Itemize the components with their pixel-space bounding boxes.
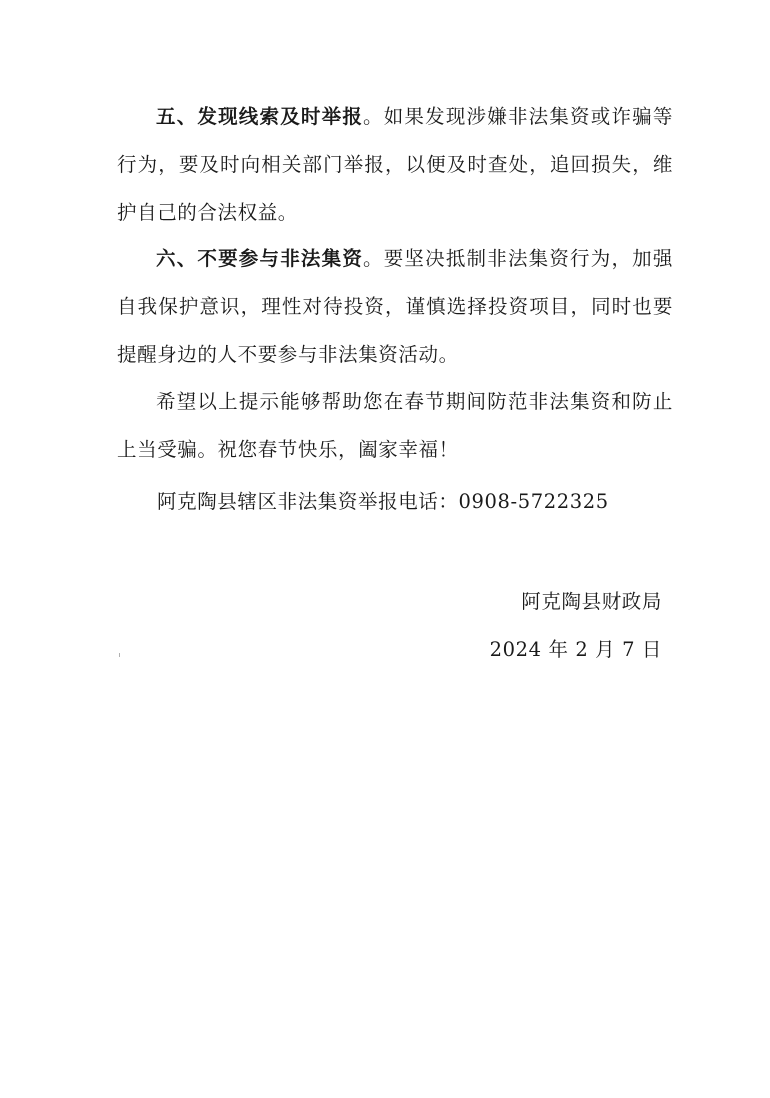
- closing-paragraph: 希望以上提示能够帮助您在春节期间防范非法集资和防止上当受骗。祝您春节快乐，阖家幸福！: [117, 390, 673, 461]
- paragraph-body-6: 。要坚决抵制非法集资行为，加强自我保护意识，理性对待投资，谨慎选择投资项目，同时也要提醒身边的人不要参与非法集资活动。: [117, 247, 673, 366]
- issuing-organization: 阿克陶县财政局: [521, 590, 662, 613]
- paragraph-heading-6: 六、不要参与非法集资: [156, 247, 364, 270]
- paragraph-report-clues: [117, 93, 673, 237]
- paragraph-body-5: 。如果发现涉嫌非法集资或诈骗等行为，要及时向相关部门举报，以便及时查处，追回损失，维护自己的合法权益。: [117, 105, 673, 224]
- signature-block: [490, 578, 662, 674]
- report-hotline: 阿克陶县辖区非法集资举报电话：0908-5722325: [157, 490, 609, 513]
- paragraph-avoid-illegal-fundraising: [117, 235, 673, 379]
- issue-date: 2024 年 2 月 7 日: [489, 638, 662, 661]
- paragraph-heading-5: 五、发现线索及时举报: [156, 105, 364, 128]
- scan-speck: [119, 653, 120, 657]
